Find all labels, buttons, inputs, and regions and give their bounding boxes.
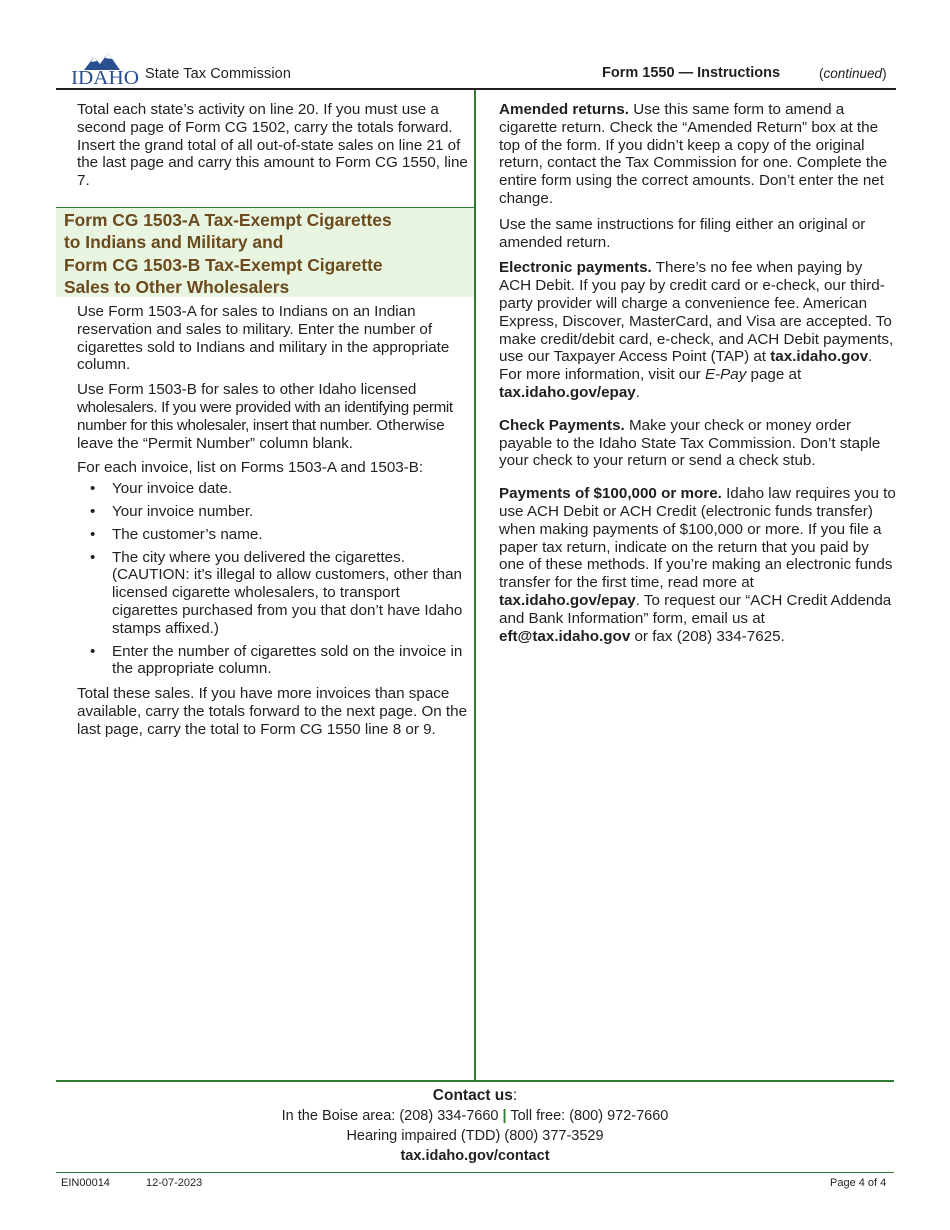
paragraph-1503b-line1: Use Form 1503-B for sales to other Idaho licensed (77, 381, 417, 399)
list-item (77, 503, 469, 521)
contact-block (0, 1086, 950, 1166)
paragraph-1503a: Use Form 1503-A for sales to Indians on an Indian reservation and sales to military. Enter the number of cigarettes sold to Indians and military in the appropriate column. (77, 303, 450, 374)
bullet-icon: • (90, 480, 96, 498)
bullet-icon: • (90, 642, 96, 660)
list-item (77, 526, 469, 544)
header-divider (56, 88, 896, 90)
large-payments-text: Idaho law requires you to use ACH Debit or ACH Credit (electronic funds transfer) when making payments of $100,000 or more. If you file a paper tax return, indicate on the return that you paid by one of these methods. If you’re making an electronic funds transfer for the first time, read more at (499, 485, 896, 592)
heading-line: to Indians and Military and (64, 232, 284, 253)
contact-label: Contact us (432, 1087, 513, 1104)
paragraph-1503b (77, 381, 469, 452)
bullet-icon: • (90, 548, 96, 566)
heading-line: Form CG 1503-A Tax-Exempt Cigarettes (64, 210, 392, 230)
check-payments-text: Make your check or money order payable to the Idaho State Tax Commission. Don’t staple your check to your return or send a check stub. (499, 416, 881, 470)
contact-colon: : (512, 1087, 518, 1104)
phone-line (0, 1106, 950, 1126)
list-item-text: Your invoice number. (112, 502, 254, 520)
check-payments-label: Check Payments. (499, 416, 625, 434)
bottom-divider (56, 1172, 894, 1173)
list-item-text: Your invoice date. (112, 480, 233, 498)
left-column-body (77, 303, 469, 746)
footer-divider (56, 1080, 894, 1082)
list-item (77, 643, 469, 679)
section-heading (64, 209, 464, 298)
epay-link[interactable]: tax.idaho.gov/epay (499, 383, 636, 401)
contact-heading (0, 1086, 950, 1106)
list-item (77, 480, 469, 498)
large-payments-paragraph (499, 485, 897, 645)
right-column (499, 101, 897, 652)
same-instructions-paragraph: Use the same instructions for filing either an original or amended return. (499, 215, 866, 251)
epay-link-2[interactable]: tax.idaho.gov/epay (499, 591, 636, 609)
invoice-list-intro: For each invoice, list on Forms 1503-A and 1503-B: (77, 459, 424, 477)
boise-phone: In the Boise area: (208) 334-7660 (281, 1108, 499, 1124)
invoice-bullet-list (77, 480, 469, 678)
check-payments-paragraph (499, 417, 897, 470)
phone-separator: | (502, 1108, 507, 1124)
page-number: Page 4 of 4 (830, 1177, 887, 1189)
agency-name: State Tax Commission (145, 66, 291, 82)
tdd-phone: Hearing impaired (TDD) (800) 377-3529 (346, 1128, 604, 1144)
electronic-payments-label: Electronic payments. (499, 259, 652, 277)
continued-label: (continued) (819, 66, 887, 81)
bullet-icon: • (90, 502, 96, 520)
electronic-payments-text: There’s no fee when paying by ACH Debit. If you pay by credit card or e-check, our third-party provider will charge a convenience fee. American Express, Discover, MasterCard, and Visa are accepted. To make credit/debit card, e-check, and ACH Debit payments, use our Taxpayer Access Point (TAP) at (499, 259, 894, 366)
form-date: 12-07-2023 (146, 1177, 203, 1189)
intro-paragraph: Total each state’s activity on line 20. If you must use a second page of Form CG 1502, carry the totals forward. Insert the grand total of all out-of-state sales on line 21 of the last page and carry this amount to Form CG 1550, line 7. (77, 101, 468, 190)
amended-returns-text: Use this same form to amend a cigarette return. Check the “Amended Return” box at the top of the form. If you didn’t keep a copy of the original return, contact the Tax Commission for one. Complete the entire form using the correct amounts. Don’t enter the net change. (499, 101, 888, 207)
paragraph-1503b-line-end: Otherwise leave the “Permit Number” column blank. (77, 416, 445, 452)
electronic-payments-text-3: page at (746, 366, 802, 384)
bullet-icon: • (90, 525, 96, 543)
electronic-payments-text-2: . For more information, visit our (499, 348, 873, 384)
amended-returns-paragraph (499, 101, 897, 208)
heading-line: Sales to Other Wholesalers (64, 276, 290, 297)
idaho-logo (70, 50, 142, 86)
paragraph-1503b-condensed: wholesalers. If you were provided with an identifying permit number for this wholesaler, insert that number. (77, 398, 453, 434)
toll-free-phone: Toll free: (800) 972-7660 (510, 1108, 669, 1124)
amended-returns-label: Amended returns. (499, 101, 629, 118)
list-item-text: The customer’s name. (112, 525, 263, 543)
logo-wordmark: IDAHO (71, 67, 139, 86)
heading-line: Form CG 1503-B Tax-Exempt Cigarette (64, 254, 383, 275)
eft-email-link[interactable]: eft@tax.idaho.gov (499, 627, 631, 645)
continued-text: continued (823, 66, 883, 81)
totals-paragraph: Total these sales. If you have more invoices than space available, carry the totals forward to the next page. On the last page, carry the total to Form CG 1550 line 8 or 9. (77, 685, 468, 738)
form-code: EIN00014 (61, 1177, 110, 1189)
left-column-top (77, 101, 469, 206)
large-payments-label: Payments of $100,000 or more. (499, 485, 722, 503)
contact-link[interactable]: tax.idaho.gov/contact (400, 1148, 550, 1164)
electronic-payments-paragraph (499, 259, 897, 401)
tap-link[interactable]: tax.idaho.gov (770, 348, 869, 366)
column-divider (474, 90, 476, 1082)
large-payments-text-2: . To request our “ACH Credit Addenda and Bank Information” form, email us at (499, 591, 892, 627)
large-payments-text-3: or fax (208) 334-7625. (630, 627, 785, 645)
list-item-text: The city where you delivered the cigarettes. (CAUTION: it’s illegal to allow customers, other than licensed cigarette wholesalers, to transport cigarettes purchased from you that don’t have Idaho stamps affixed.) (112, 548, 463, 637)
electronic-payments-text-4: . (635, 383, 640, 401)
epay-page-name: E-Pay (704, 366, 747, 384)
list-item (77, 549, 469, 638)
list-item-text: Enter the number of cigarettes sold on the invoice in the appropriate column. (112, 642, 463, 678)
form-title: Form 1550 — Instructions (602, 65, 781, 81)
